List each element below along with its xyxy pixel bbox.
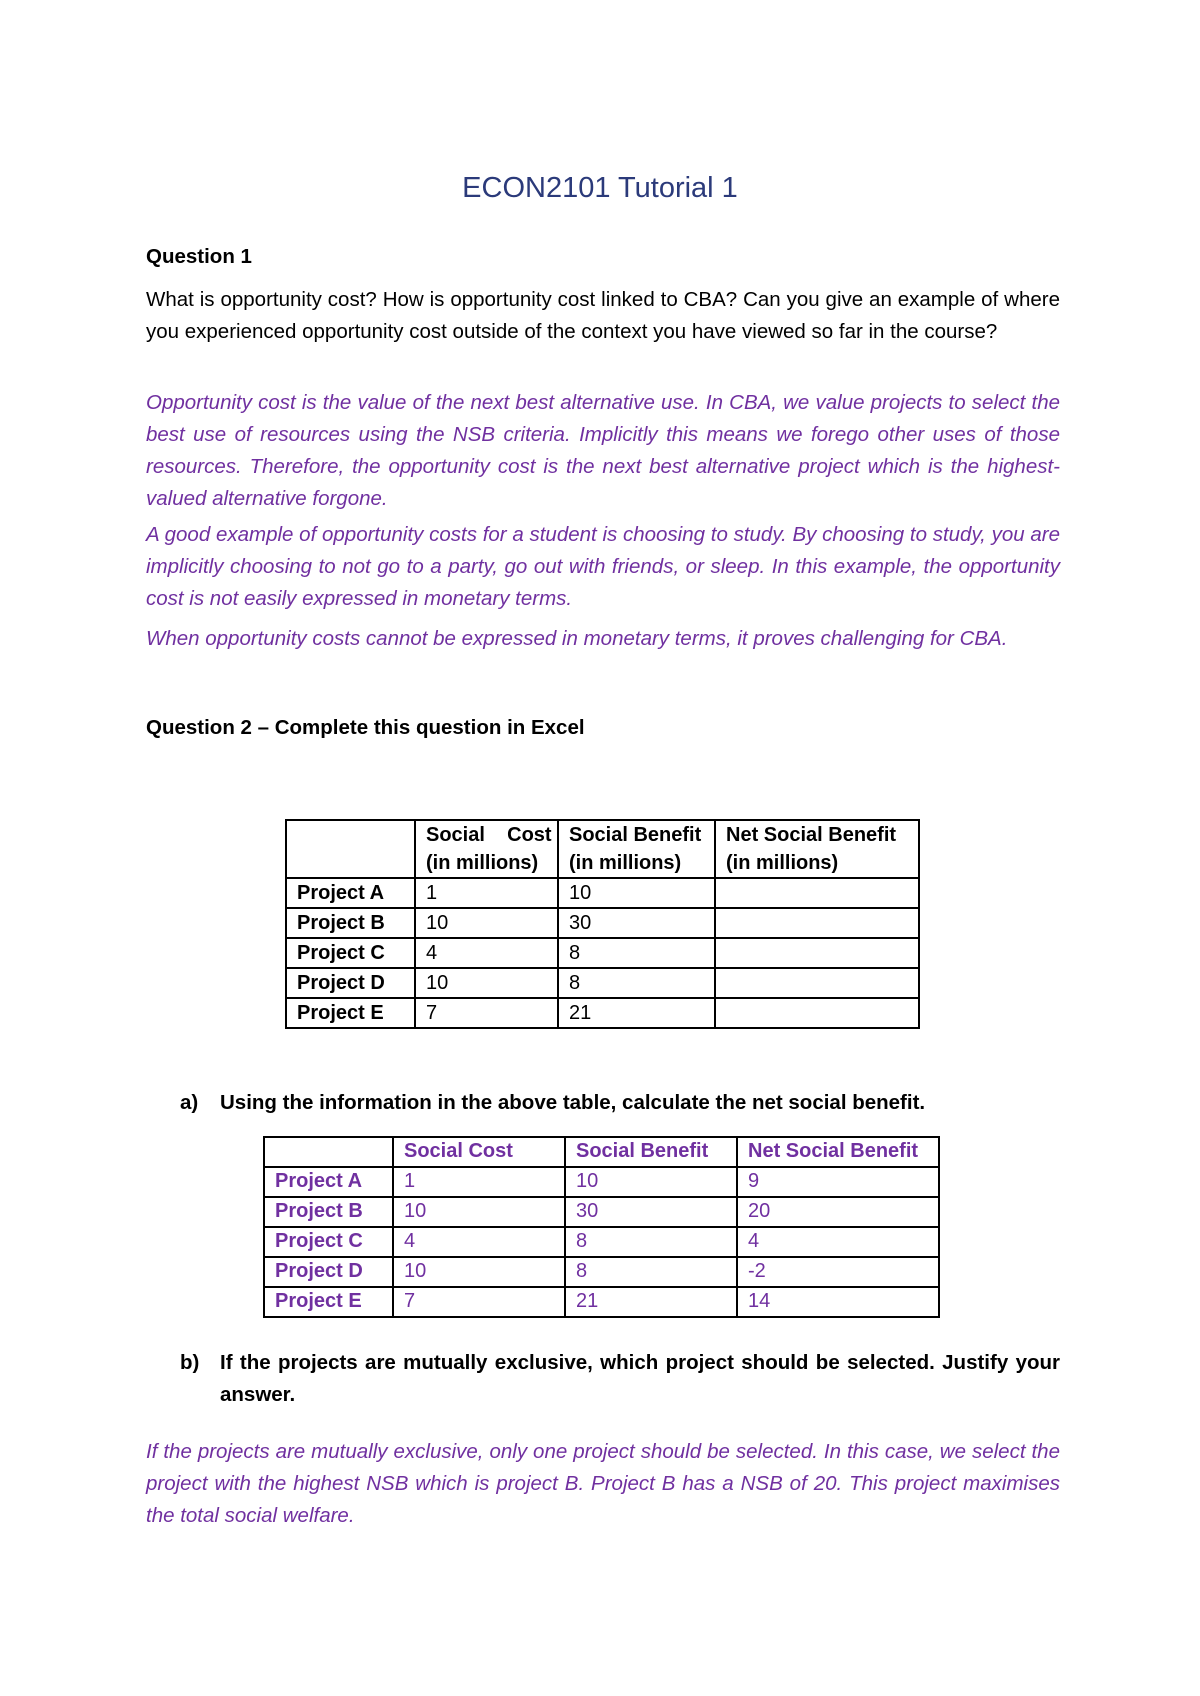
table-cell: 9 <box>737 1167 939 1197</box>
part-a <box>180 1087 1060 1119</box>
document-title: ECON2101 Tutorial 1 <box>462 172 738 204</box>
question-1-answer-paragraph-3: When opportunity costs cannot be expressed in monetary terms, it proves challenging for CBA. <box>146 627 1008 650</box>
table-cell: 30 <box>565 1197 737 1227</box>
table-cell: 1 <box>393 1167 565 1197</box>
row-label: Project E <box>264 1287 393 1317</box>
table-cell <box>715 878 919 908</box>
header-cell-social-benefit: Social Benefit <box>565 1137 737 1167</box>
table-row <box>264 1197 939 1227</box>
row-label: Project A <box>264 1167 393 1197</box>
net-social-benefit-table <box>263 1136 940 1318</box>
question-1-prompt: What is opportunity cost? How is opportunity cost linked to CBA? Can you give an example of where you experienced opportunity cost outside of the context you have viewed so far in the course? <box>146 288 1060 343</box>
table-row <box>286 878 919 908</box>
question-2-heading: Question 2 – Complete this question in Excel <box>146 716 585 739</box>
table-cell <box>715 938 919 968</box>
header-cell-social-benefit: Social Benefit (in millions) <box>558 820 715 878</box>
table-cell: 30 <box>558 908 715 938</box>
table-row <box>264 1287 939 1317</box>
table-cell: 10 <box>565 1167 737 1197</box>
row-label: Project D <box>286 968 415 998</box>
table-cell <box>715 968 919 998</box>
table-row <box>286 968 919 998</box>
table-row <box>264 1167 939 1197</box>
part-b <box>180 1347 1060 1411</box>
row-label: Project E <box>286 998 415 1028</box>
table-cell: 8 <box>565 1257 737 1287</box>
header-cell-empty <box>264 1137 393 1167</box>
part-b-marker: b) <box>180 1351 200 1374</box>
header-cell-net-social-benefit: Net Social Benefit <box>737 1137 939 1167</box>
table-cell: 1 <box>415 878 558 908</box>
table-header-row <box>286 820 919 878</box>
project-data-table <box>285 819 920 1029</box>
table-header-row <box>264 1137 939 1167</box>
table-cell: 4 <box>737 1227 939 1257</box>
row-label: Project A <box>286 878 415 908</box>
table-row <box>286 908 919 938</box>
table-cell: 14 <box>737 1287 939 1317</box>
row-label: Project C <box>264 1227 393 1257</box>
table-cell <box>715 908 919 938</box>
row-label: Project C <box>286 938 415 968</box>
table-row <box>286 998 919 1028</box>
table-cell: 8 <box>558 938 715 968</box>
table-row <box>286 938 919 968</box>
row-label: Project B <box>264 1197 393 1227</box>
table-cell: 10 <box>393 1257 565 1287</box>
table-cell: 8 <box>565 1227 737 1257</box>
header-cell-net-social-benefit: Net Social Benefit (in millions) <box>715 820 919 878</box>
table-cell: 7 <box>415 998 558 1028</box>
table-cell: 7 <box>393 1287 565 1317</box>
row-label: Project B <box>286 908 415 938</box>
row-label: Project D <box>264 1257 393 1287</box>
question-1-answer-paragraph-2: A good example of opportunity costs for a student is choosing to study. By choosing to study, you are implicitly choosing to not go to a party, go out with friends, or sleep. In this example, the opportunity cost is not easily expressed in monetary terms. <box>146 523 1060 610</box>
part-b-text: If the projects are mutually exclusive, which project should be selected. Justify your answer. <box>220 1351 1060 1406</box>
table-cell: 21 <box>565 1287 737 1317</box>
header-cell-social-cost: Social Cost <box>393 1137 565 1167</box>
header-cell-empty <box>286 820 415 878</box>
table-row <box>264 1257 939 1287</box>
table-cell: -2 <box>737 1257 939 1287</box>
table-cell: 10 <box>415 908 558 938</box>
table-cell: 10 <box>393 1197 565 1227</box>
part-b-answer: If the projects are mutually exclusive, only one project should be selected. In this case, we select the project with the highest NSB which is project B. Project B has a NSB of 20. This project maximises the total social welfare. <box>146 1440 1060 1527</box>
table-cell: 20 <box>737 1197 939 1227</box>
part-a-text: Using the information in the above table, calculate the net social benefit. <box>220 1091 926 1114</box>
question-1-answer-paragraph-1: Opportunity cost is the value of the next best alternative use. In CBA, we value projects to select the best use of resources using the NSB criteria. Implicitly this means we forego other uses of those resources. Therefore, the opportunity cost is the next best alternative project which is the highest-valued alternative forgone. <box>146 391 1060 510</box>
table-cell: 10 <box>415 968 558 998</box>
table-cell <box>715 998 919 1028</box>
table-cell: 10 <box>558 878 715 908</box>
table-cell: 8 <box>558 968 715 998</box>
table-cell: 4 <box>415 938 558 968</box>
header-cell-social-cost: Social Cost (in millions) <box>415 820 558 878</box>
question-1-heading: Question 1 <box>146 245 252 268</box>
table-cell: 21 <box>558 998 715 1028</box>
part-a-marker: a) <box>180 1091 199 1114</box>
table-row <box>264 1227 939 1257</box>
table-cell: 4 <box>393 1227 565 1257</box>
